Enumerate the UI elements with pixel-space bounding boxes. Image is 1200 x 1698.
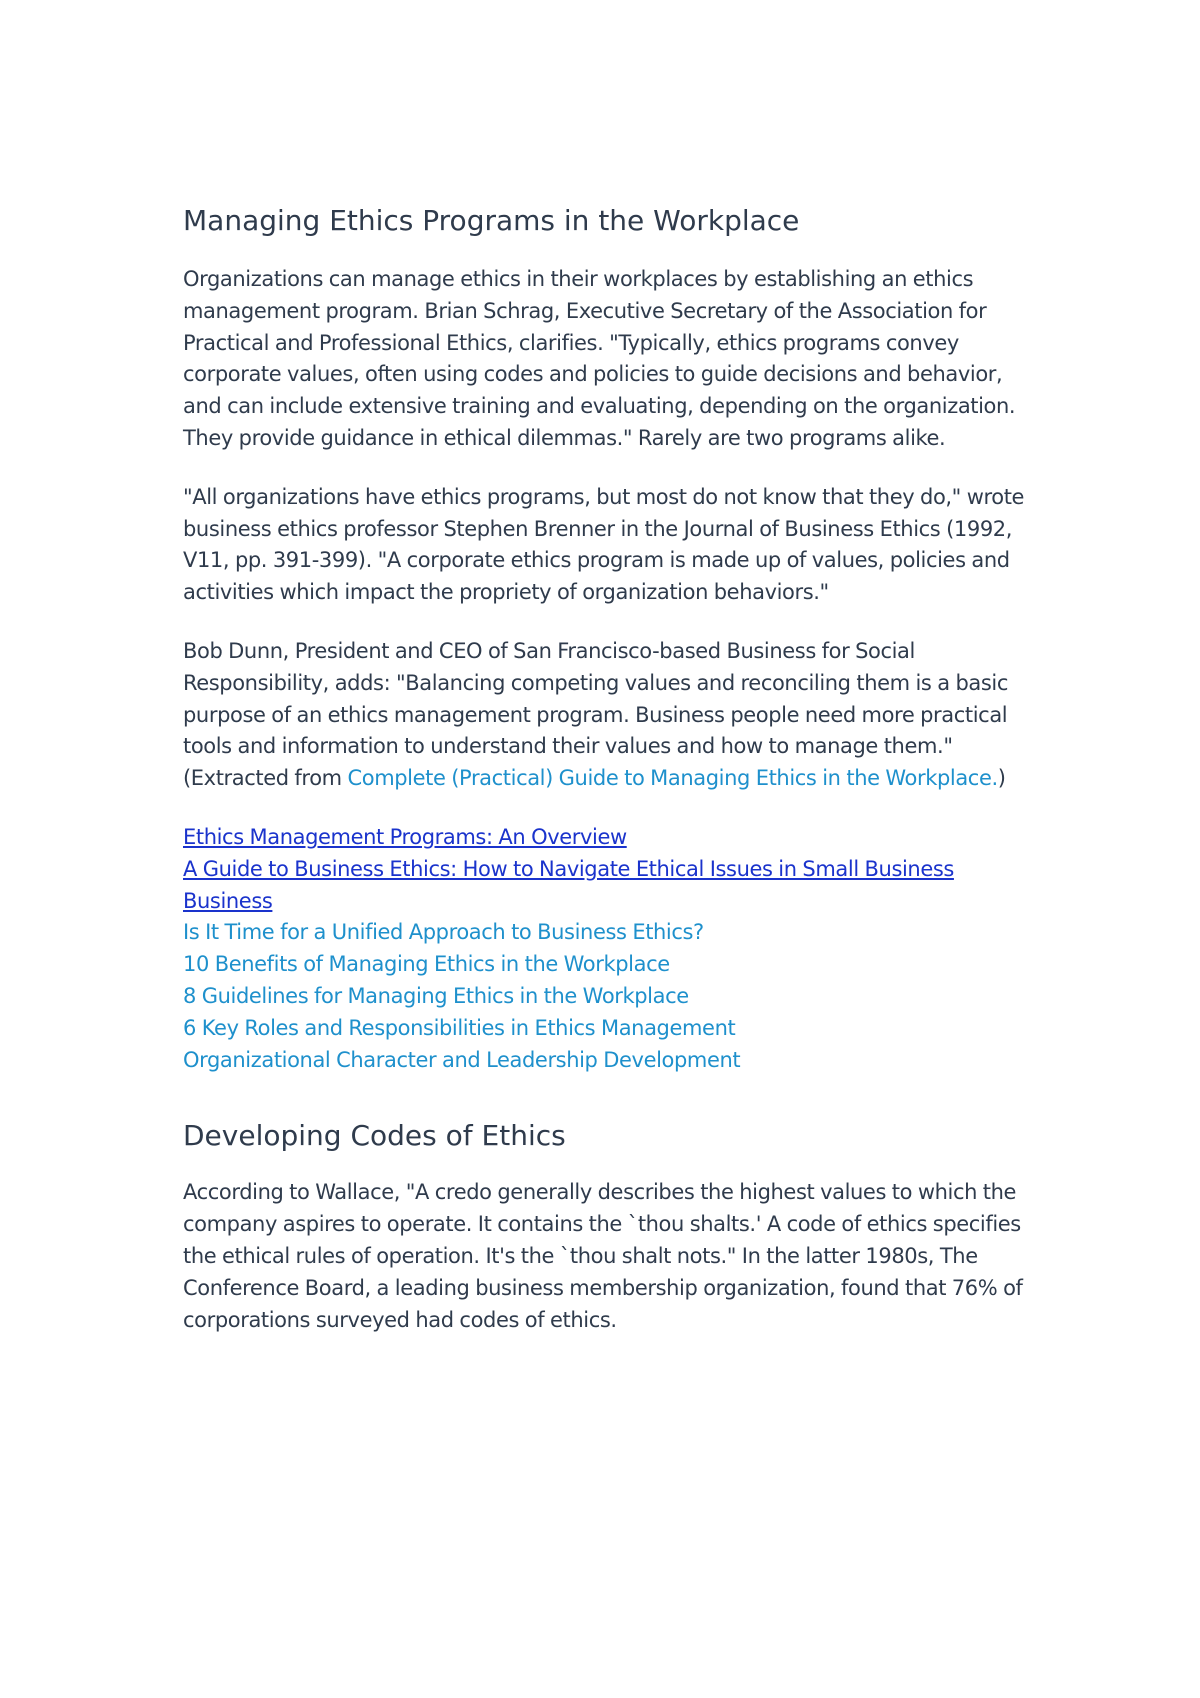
document-page bbox=[183, 196, 1033, 1363]
link-unified-approach[interactable]: Is It Time for a Unified Approach to Business Ethics? bbox=[183, 920, 704, 945]
paragraph-intro: Organizations can manage ethics in their workplaces by establishing an ethics management program. Brian Schrag, Executive Secretary of the Association for Practical and Professional Ethics, clarifies. "Typically, ethics programs convey corporate values, often using codes and policies to guide decisions and behavior, and can include extensive training and evaluating, depending on the organization. They provide guidance in ethical dilemmas." Rarely are two programs alike. bbox=[183, 267, 1016, 450]
link-10-benefits[interactable]: 10 Benefits of Managing Ethics in the Workplace bbox=[183, 952, 670, 977]
link-6-key-roles[interactable]: 6 Key Roles and Responsibilities in Ethics Management bbox=[183, 1015, 736, 1040]
paragraph-dunn-text: Bob Dunn, President and CEO of San Francisco-based Business for Social Responsibility, adds: "Balancing competing values and reconciling them is a basic purpose of an ethics management program. Business people need more practical tools and information to understand their values and how to manage them." (Extracted from bbox=[183, 638, 1008, 791]
page-title: Managing Ethics Programs in the Workplace bbox=[183, 204, 800, 237]
link-guide-business-ethics[interactable]: A Guide to Business Ethics: How to Navigate Ethical Issues in Small Business Business bbox=[183, 856, 954, 913]
paragraph-wallace-quote: According to Wallace, "A credo generally describes the highest values to which the company aspires to operate. It contains the `thou shalts.' A code of ethics specifies the ethical rules of operation. It's the `thou shalt nots." In the latter 1980s, The Conference Board, a leading business membership organization, found that 76% of corporations surveyed had codes of ethics. bbox=[183, 1180, 1023, 1332]
link-8-guidelines[interactable]: 8 Guidelines for Managing Ethics in the Workplace bbox=[183, 983, 689, 1008]
link-organizational-character[interactable]: Organizational Character and Leadership Development bbox=[183, 1047, 741, 1072]
paragraph-dunn-quote bbox=[183, 636, 1033, 795]
section-heading-codes: Developing Codes of Ethics bbox=[183, 1119, 566, 1153]
complete-guide-link[interactable]: Complete (Practical) Guide to Managing Ethics in the Workplace. bbox=[347, 766, 998, 791]
related-links-list bbox=[183, 822, 1033, 1076]
paragraph-dunn-close: ) bbox=[997, 766, 1006, 791]
link-ethics-management-overview[interactable]: Ethics Management Programs: An Overview bbox=[183, 824, 627, 849]
paragraph-brenner-quote: "All organizations have ethics programs, but most do not know that they do," wrote business ethics professor Stephen Brenner in the Journal of Business Ethics (1992, V11, pp. 391-399). "A corporate ethics program is made up of values, policies and activities which impact the propriety of organization behaviors." bbox=[183, 484, 1025, 605]
